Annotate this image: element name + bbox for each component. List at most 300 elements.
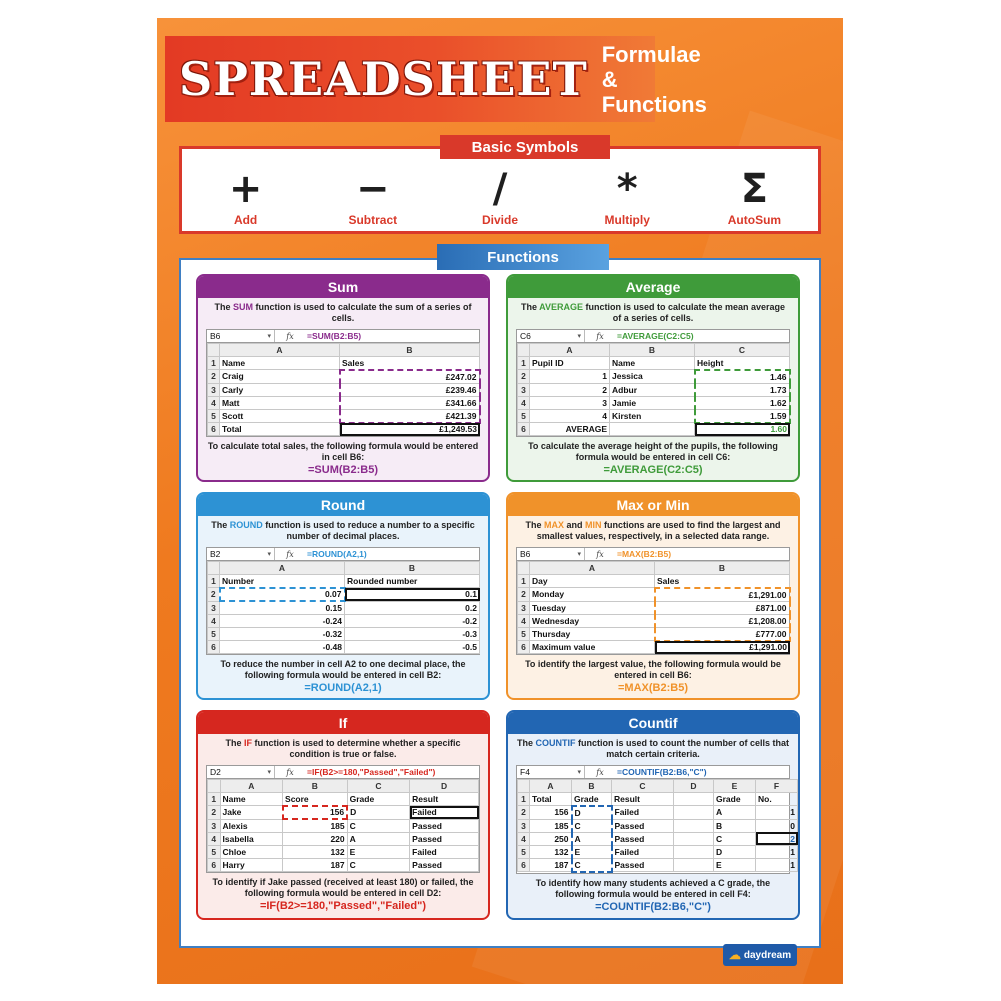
spreadsheet-grid [207, 561, 480, 654]
grid-cell: Carly [220, 383, 340, 396]
grid-cell: A [347, 832, 410, 845]
column-header: B [345, 562, 480, 575]
grid-cell: 5 [208, 627, 220, 640]
function-description [516, 738, 790, 762]
grid-cell: E [572, 845, 612, 858]
grid-cell: 1 [208, 793, 221, 806]
grid-cell: 2 [208, 370, 220, 383]
table-row [518, 396, 790, 409]
grid-cell: -0.32 [220, 627, 345, 640]
table-row [208, 641, 480, 654]
grid-cell: Scott [220, 409, 340, 422]
table-row [518, 357, 790, 370]
column-header: B [655, 562, 790, 575]
spreadsheet-grid [517, 343, 791, 436]
grid-cell: 3 [208, 601, 220, 614]
formula-bar [207, 548, 479, 561]
table-row [518, 370, 790, 383]
grid-cell: Grade [347, 793, 410, 806]
grid-cell: No. [756, 793, 798, 806]
table-row [518, 409, 790, 422]
function-description [206, 520, 480, 544]
fx-icon: fx [596, 767, 604, 777]
grid-cell: 156 [283, 806, 348, 819]
grid-cell: 2 [208, 806, 221, 819]
column-header [518, 344, 530, 357]
grid-cell: Height [695, 357, 790, 370]
grid-cell: C [347, 859, 410, 872]
grid-cell: 2 [518, 370, 530, 383]
table-row [208, 588, 480, 601]
grid-cell: 6 [518, 641, 530, 654]
column-header-row [518, 780, 798, 793]
grid-cell: Name [220, 357, 340, 370]
spreadsheet-example [206, 329, 480, 437]
formula-bar-text: =IF(B2>=180,"Passed","Failed") [307, 767, 436, 777]
card-if [196, 710, 490, 920]
column-header: D [674, 780, 714, 793]
grid-cell: Adbur [610, 383, 695, 396]
formula-bar [517, 766, 789, 779]
functions-panel [179, 248, 821, 948]
card-body [508, 734, 798, 913]
grid-cell: C [714, 832, 756, 845]
grid-cell: Passed [410, 819, 479, 832]
grid-cell [674, 793, 714, 806]
card-title: Average [508, 276, 798, 298]
grid-cell: AVERAGE [530, 423, 610, 436]
column-header [518, 780, 530, 793]
column-header: F [756, 780, 798, 793]
table-row [208, 832, 479, 845]
card-body [198, 298, 488, 476]
grid-cell: Matt [220, 396, 340, 409]
symbol-label: Multiply [604, 213, 650, 227]
grid-cell: C [347, 819, 410, 832]
grid-cell: Failed [612, 806, 674, 819]
grid-cell: A [572, 832, 612, 845]
column-header [208, 562, 220, 575]
function-description [206, 738, 480, 762]
formula-bar [517, 330, 789, 343]
card-body [198, 734, 488, 912]
slash-icon: / [492, 166, 508, 212]
card-title: Max or Min [508, 494, 798, 516]
grid-cell: A [714, 806, 756, 819]
table-row [208, 396, 480, 409]
grid-cell [674, 859, 714, 872]
grid-cell: 4 [530, 409, 610, 422]
spreadsheet-grid [207, 779, 479, 872]
formula-explanation: To calculate the average height of the pupils, the following formula would be entered in cell C6: [528, 441, 778, 463]
card-title: Sum [198, 276, 488, 298]
column-header: A [530, 344, 610, 357]
symbol-label: Divide [482, 213, 519, 227]
function-keyword: AVERAGE [539, 302, 583, 312]
grid-cell: 0 [756, 819, 798, 832]
symbol-divide [436, 167, 563, 227]
card-max-or-min [506, 492, 800, 700]
table-row [518, 806, 798, 819]
grid-cell: 3 [518, 819, 530, 832]
grid-cell: 2 [518, 588, 530, 601]
grid-cell: Alexis [220, 819, 283, 832]
grid-cell: Jamie [610, 396, 695, 409]
table-row [518, 588, 790, 601]
symbols-row [182, 167, 818, 227]
table-row [518, 614, 790, 627]
formula-bar-text: =ROUND(A2,1) [307, 549, 367, 559]
table-row [208, 793, 479, 806]
subtitle-line-1: Formulae [601, 41, 701, 67]
grid-cell: Tuesday [530, 601, 655, 614]
desc-text: The [525, 520, 544, 530]
grid-cell: 4 [518, 614, 530, 627]
grid-cell: C [572, 819, 612, 832]
function-description [206, 302, 480, 326]
grid-cell: E [714, 859, 756, 872]
cell-reference-box: B6 ▾ [207, 330, 275, 342]
desc-text: The [211, 520, 230, 530]
grid-cell: 1 [756, 806, 798, 819]
grid-cell [674, 806, 714, 819]
grid-cell: 5 [518, 845, 530, 858]
grid-cell: £247.02 [340, 370, 480, 383]
card-round [196, 492, 490, 700]
subtitle-line-2: & Functions [601, 66, 707, 117]
grid-cell: Grade [714, 793, 756, 806]
column-header: A [530, 562, 655, 575]
grid-cell: 185 [530, 819, 572, 832]
grid-cell: Jessica [610, 370, 695, 383]
grid-cell: 4 [518, 832, 530, 845]
desc-text: function is used to count the number of cells that match certain criteria. [575, 738, 790, 759]
grid-cell: Passed [612, 859, 674, 872]
grid-cell: Rounded number [345, 575, 480, 588]
table-row [518, 793, 798, 806]
desc-text: The [520, 302, 540, 312]
column-header: B [283, 780, 348, 793]
daydream-logo [723, 944, 797, 966]
column-header: D [410, 780, 479, 793]
grid-cell: £871.00 [655, 601, 790, 614]
page-title: SPREADSHEET [179, 52, 588, 106]
basic-symbols-panel [179, 138, 821, 234]
grid-cell: £1,208.00 [655, 614, 790, 627]
grid-cell: Result [612, 793, 674, 806]
column-header: C [347, 780, 410, 793]
grid-cell: 1.60 [695, 423, 790, 436]
table-row [518, 575, 790, 588]
grid-cell: 4 [208, 396, 220, 409]
spreadsheet-grid [517, 561, 791, 654]
spreadsheet-example [516, 547, 790, 655]
grid-cell: 3 [518, 601, 530, 614]
grid-cell: 187 [283, 859, 348, 872]
grid-cell: Passed [410, 832, 479, 845]
grid-cell: D [347, 806, 410, 819]
card-body [198, 516, 488, 694]
card-body [508, 516, 798, 694]
grid-cell: C [572, 859, 612, 872]
formula-bar-text: =COUNTIF(B2:B6,"C") [617, 767, 707, 777]
card-average [506, 274, 800, 482]
desc-text: function is used to determine whether a specific condition is true or false. [251, 738, 461, 759]
column-header-row [208, 344, 480, 357]
grid-cell: 1.62 [695, 396, 790, 409]
grid-cell: 1 [208, 357, 220, 370]
fx-icon: fx [286, 767, 294, 777]
grid-cell: Score [283, 793, 348, 806]
table-row [518, 819, 798, 832]
grid-cell: 1 [208, 575, 220, 588]
grid-cell: Jake [220, 806, 283, 819]
functions-heading: Functions [437, 244, 609, 270]
cloud-icon: ☁ [728, 948, 741, 962]
grid-cell: Grade [572, 793, 612, 806]
grid-cell: £777.00 [655, 627, 790, 640]
grid-cell: 6 [208, 641, 220, 654]
plus-icon: + [228, 166, 263, 212]
example-formula: =COUNTIF(B2:B6,"C") [595, 900, 711, 913]
formula-explanation: To identify the largest value, the following formula would be entered in cell B6: [525, 659, 781, 681]
fx-icon: fx [596, 331, 604, 341]
example-formula: =SUM(B2:B5) [308, 464, 378, 477]
grid-cell: £1,291.00 [655, 588, 790, 601]
column-header: A [220, 344, 340, 357]
card-title: Round [198, 494, 488, 516]
card-title: Countif [508, 712, 798, 734]
grid-cell: Total [530, 793, 572, 806]
formula-explanation: To reduce the number in cell A2 to one decimal place, the following formula would be entered in cell B2: [220, 659, 466, 681]
grid-cell: Number [220, 575, 345, 588]
symbol-label: AutoSum [727, 213, 782, 227]
logo-text: daydream [743, 949, 792, 961]
grid-cell: 5 [208, 845, 221, 858]
spreadsheet-example [516, 765, 795, 874]
symbol-multiply [564, 167, 691, 227]
column-header: C [612, 780, 674, 793]
grid-cell: 0.1 [345, 588, 480, 601]
desc-text: and [563, 520, 585, 530]
fx-icon: fx [286, 331, 294, 341]
grid-cell: Failed [410, 806, 479, 819]
grid-cell: 1 [756, 845, 798, 858]
formula-explanation: To identify if Jake passed (received at least 180) or failed, the following formula would be entered in cell D2: [212, 877, 474, 899]
desc-text: functions are used to find the largest and smallest values, respectively, in a selected data range. [536, 520, 781, 541]
grid-cell: 1 [530, 370, 610, 383]
cell-reference-box: C6 ▾ [517, 330, 585, 342]
grid-cell [674, 832, 714, 845]
grid-cell: Craig [220, 370, 340, 383]
asterisk-icon: * [616, 166, 638, 212]
grid-cell: 0.07 [220, 588, 345, 601]
fx-icon: fx [596, 549, 604, 559]
grid-cell: Harry [220, 859, 283, 872]
minus-icon: − [356, 166, 390, 212]
spreadsheet-grid [207, 343, 481, 436]
poster [157, 18, 843, 984]
formula-bar-text: =AVERAGE(C2:C5) [617, 331, 694, 341]
grid-cell: -0.24 [220, 614, 345, 627]
symbol-subtract [309, 167, 436, 227]
grid-cell: £1,249.53 [340, 423, 480, 436]
column-header: B [610, 344, 695, 357]
symbol-autosum [691, 167, 818, 227]
grid-cell: Sales [340, 357, 480, 370]
grid-cell: Thursday [530, 627, 655, 640]
grid-cell: Failed [612, 845, 674, 858]
grid-cell: 2 [518, 806, 530, 819]
cell-reference-box: D2 ▾ [207, 766, 275, 778]
grid-cell: 156 [530, 806, 572, 819]
grid-cell: Pupil ID [530, 357, 610, 370]
column-header: C [695, 344, 790, 357]
grid-cell: 5 [518, 627, 530, 640]
grid-cell: Maximum value [530, 641, 655, 654]
grid-cell: -0.48 [220, 641, 345, 654]
desc-text: The [214, 302, 233, 312]
grid-cell: 3 [518, 383, 530, 396]
table-row [518, 859, 798, 872]
table-row [208, 601, 480, 614]
grid-cell: Name [220, 793, 283, 806]
grid-cell: -0.5 [345, 641, 480, 654]
column-header [518, 562, 530, 575]
table-row [208, 859, 479, 872]
grid-cell: 250 [530, 832, 572, 845]
grid-cell: 1 [518, 793, 530, 806]
grid-cell: D [572, 806, 612, 819]
title-banner [165, 36, 707, 122]
formula-bar [517, 548, 789, 561]
page-subtitle [602, 42, 707, 117]
column-header-row [208, 562, 480, 575]
formula-explanation: To identify how many students achieved a C grade, the following formula would be entered in cell F4: [535, 877, 771, 899]
grid-cell: Isabella [220, 832, 283, 845]
table-row [518, 845, 798, 858]
desc-text: function is used to reduce a number to a specific number of decimal places. [262, 520, 475, 541]
grid-cell: 3 [208, 819, 221, 832]
desc-text: function is used to calculate the sum of a series of cells. [252, 302, 472, 323]
spreadsheet-grid [517, 779, 798, 873]
function-keyword: IF [243, 738, 252, 748]
grid-cell: 1 [756, 859, 798, 872]
grid-cell: £341.66 [340, 396, 480, 409]
function-keyword: MAX [543, 520, 564, 530]
example-formula: =AVERAGE(C2:C5) [603, 464, 703, 477]
grid-cell: 5 [518, 409, 530, 422]
desc-text: The [225, 738, 244, 748]
table-row [208, 357, 480, 370]
table-row [518, 423, 790, 436]
grid-cell: 185 [283, 819, 348, 832]
grid-cell: E [347, 845, 410, 858]
grid-cell: 6 [518, 423, 530, 436]
desc-text: The [516, 738, 536, 748]
column-header [208, 780, 221, 793]
symbol-label: Subtract [348, 213, 398, 227]
table-row [208, 614, 480, 627]
table-row [208, 409, 480, 422]
example-formula: =ROUND(A2,1) [304, 682, 382, 695]
desc-text: function is used to calculate the mean average of a series of cells. [582, 302, 786, 323]
grid-cell: 4 [518, 396, 530, 409]
grid-cell: B [714, 819, 756, 832]
grid-cell: Sales [655, 575, 790, 588]
grid-cell: Passed [612, 832, 674, 845]
formula-bar-text: =MAX(B2:B5) [617, 549, 672, 559]
card-title: If [198, 712, 488, 734]
grid-cell: Total [220, 423, 340, 436]
formula-explanation: To calculate total sales, the following formula would be entered in cell B6: [207, 441, 479, 463]
grid-cell: 1 [518, 575, 530, 588]
grid-cell: Passed [410, 859, 479, 872]
grid-cell: 187 [530, 859, 572, 872]
function-keyword: ROUND [229, 520, 263, 530]
table-row [208, 383, 480, 396]
grid-cell: 3 [208, 383, 220, 396]
grid-cell: 3 [530, 396, 610, 409]
grid-cell [610, 423, 695, 436]
grid-cell: 6 [208, 423, 220, 436]
formula-bar [207, 330, 479, 343]
function-keyword: COUNTIF [535, 738, 576, 748]
grid-cell: £239.46 [340, 383, 480, 396]
grid-cell: 4 [208, 614, 220, 627]
cell-reference-box: B2 ▾ [207, 548, 275, 560]
grid-cell: 132 [530, 845, 572, 858]
column-header: B [572, 780, 612, 793]
column-header: A [220, 780, 283, 793]
grid-cell: -0.2 [345, 614, 480, 627]
grid-cell: -0.3 [345, 627, 480, 640]
grid-cell: 0.15 [220, 601, 345, 614]
symbol-add [182, 167, 309, 227]
table-row [518, 601, 790, 614]
grid-cell: 6 [208, 859, 221, 872]
table-row [208, 627, 480, 640]
grid-cell [674, 819, 714, 832]
table-row [208, 806, 479, 819]
grid-cell: 5 [208, 409, 220, 422]
grid-cell: £421.39 [340, 409, 480, 422]
function-keyword: MIN [585, 520, 602, 530]
sigma-icon: Σ [740, 166, 769, 212]
column-header-row [518, 562, 790, 575]
grid-cell: 2 [756, 832, 798, 845]
formula-bar-text: =SUM(B2:B5) [307, 331, 362, 341]
grid-cell: 4 [208, 832, 221, 845]
basic-symbols-heading: Basic Symbols [440, 135, 610, 159]
cell-reference-box: F4 ▾ [517, 766, 585, 778]
table-row [208, 575, 480, 588]
grid-cell: Result [410, 793, 479, 806]
column-header: B [340, 344, 480, 357]
grid-cell: 220 [283, 832, 348, 845]
function-description [516, 302, 790, 326]
grid-cell: £1,291.00 [655, 641, 790, 654]
card-countif [506, 710, 800, 920]
card-body [508, 298, 798, 476]
column-header: E [714, 780, 756, 793]
grid-cell: 6 [518, 859, 530, 872]
table-row [208, 423, 480, 436]
column-header [208, 344, 220, 357]
table-row [208, 819, 479, 832]
grid-cell: Wednesday [530, 614, 655, 627]
grid-cell [674, 845, 714, 858]
